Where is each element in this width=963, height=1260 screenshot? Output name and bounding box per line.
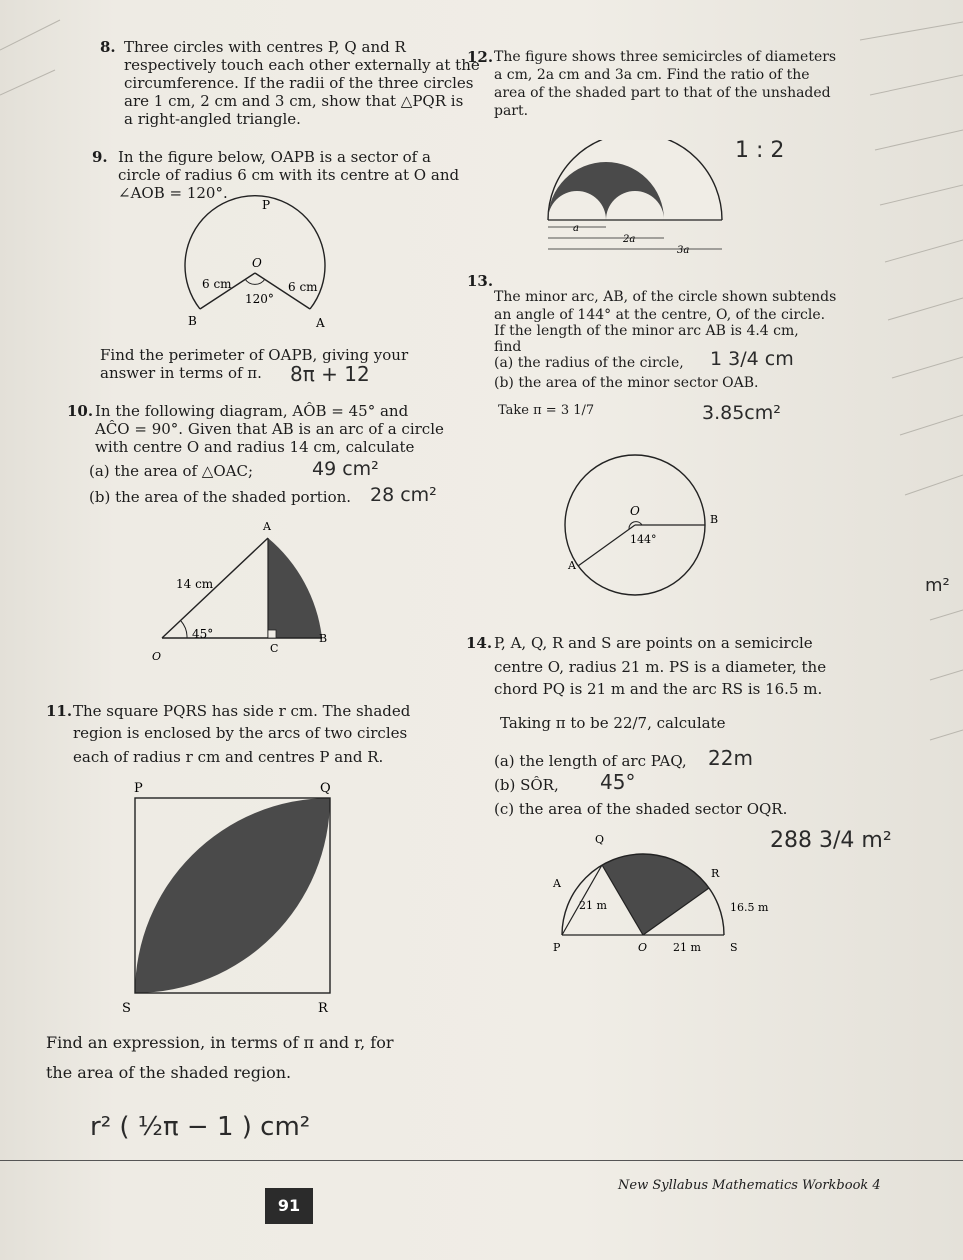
q14-part-a: (a) the length of arc PAQ, [494, 752, 687, 770]
q11-line: region is enclosed by the arcs of two circles [73, 724, 408, 742]
q13-circle-figure [560, 445, 740, 625]
q10-sector-figure [150, 518, 340, 668]
q11-question-line: the area of the shaded region. [46, 1063, 292, 1082]
q14-number: 14. [466, 634, 493, 652]
q13-part-a: (a) the radius of the circle, [494, 355, 684, 371]
q14-label-s: S [730, 941, 738, 954]
q9-line: ∠AOB = 120°. [118, 184, 228, 202]
q12-semicircles-figure [535, 140, 735, 260]
q10-part-a: (a) the area of △OAC; [89, 462, 253, 480]
q9-label-r-right: 6 cm [288, 280, 318, 294]
q12-number: 12. [467, 48, 494, 66]
q11-question-line: Find an expression, in terms of π and r, for [46, 1033, 394, 1052]
q14-label-q: Q [595, 833, 605, 846]
q8-number: 8. [100, 38, 116, 56]
q11-line: each of radius r cm and centres P and R. [73, 748, 384, 766]
q14-line: centre O, radius 21 m. PS is a diameter, the [494, 658, 827, 676]
q8-line: are 1 cm, 2 cm and 3 cm, show that △PQR is [124, 92, 464, 110]
q12-handwritten-answer: 1 : 2 [735, 138, 785, 163]
q11-label-r: R [318, 1001, 328, 1016]
q12-line: area of the shaded part to that of the unshaded [494, 85, 831, 101]
q11-label-p: P [134, 781, 143, 796]
q8-line: a right-angled triangle. [124, 110, 301, 128]
q9-handwritten-answer: 8π + 12 [290, 362, 370, 386]
q9-label-a: A [316, 316, 325, 330]
q9-line: In the figure below, OAPB is a sector of a [118, 148, 431, 166]
q9-number: 9. [92, 148, 108, 166]
q13-line: an angle of 144° at the centre, O, of the circle. [494, 307, 826, 323]
q14-taking-pi: Taking π to be 22/7, calculate [500, 714, 726, 732]
q14-label-pq-length: 21 m [579, 899, 607, 912]
q14-part-c: (c) the area of the shaded sector OQR. [494, 800, 788, 818]
book-title: New Syllabus Mathematics Workbook 4 [618, 1178, 881, 1193]
q9-label-o: O [252, 256, 262, 270]
q11-label-s: S [122, 1001, 131, 1016]
q13-line: If the length of the minor arc AB is 4.4 cm, [494, 323, 799, 339]
q10-label-angle: 45° [192, 627, 214, 641]
q12-label-3a: 3a [677, 245, 690, 256]
q12-label-a: a [573, 223, 579, 234]
q14-label-a: A [553, 877, 561, 890]
q12-line: The figure shows three semicircles of diameters [494, 49, 837, 65]
q9-question-line: answer in terms of π. [100, 364, 262, 382]
q10-line: In the following diagram, AÔB = 45° and [95, 402, 409, 420]
q13-label-o: O [630, 504, 640, 518]
q14-part-b: (b) SÔR, [494, 776, 559, 794]
q10-line: AĈO = 90°. Given that AB is an arc of a circle [95, 420, 444, 438]
q9-label-r-left: 6 cm [202, 277, 232, 291]
q8-line: respectively touch each other externally at the [124, 56, 480, 74]
q14-label-p: P [553, 941, 561, 954]
footer-rule [0, 1160, 963, 1161]
q10-label-a: A [263, 520, 271, 533]
q14-line: P, A, Q, R and S are points on a semicircle [494, 634, 813, 652]
q14-line: chord PQ is 21 m and the arc RS is 16.5 m. [494, 680, 823, 698]
margin-handwritten-note: m² [925, 575, 950, 596]
q11-line: The square PQRS has side r cm. The shaded [73, 702, 411, 720]
q10-line: with centre O and radius 14 cm, calculate [95, 438, 415, 456]
q8-line: circumference. If the radii of the three circles [124, 74, 474, 92]
q13-line: The minor arc, AB, of the circle shown subtends [494, 289, 837, 305]
q14-label-arc-rs: 16.5 m [730, 901, 769, 914]
q14-handwritten-answer-b: 45° [600, 770, 636, 794]
q12-label-2a: 2a [623, 234, 636, 245]
q9-sector-figure [160, 195, 360, 335]
q13-label-a: A [568, 559, 576, 572]
q14-handwritten-answer-a: 22m [708, 746, 753, 770]
q10-handwritten-answer-b: 28 cm² [370, 484, 437, 506]
q11-square-figure [120, 780, 360, 1020]
q14-handwritten-answer-c: 288 3/4 m² [770, 828, 892, 853]
q9-label-p: P [262, 198, 271, 212]
page-number: 91 [265, 1188, 313, 1224]
q9-line: circle of radius 6 cm with its centre at O and [118, 166, 460, 184]
q11-number: 11. [46, 702, 73, 720]
q13-handwritten-answer-b: 3.85cm² [702, 402, 781, 424]
q10-label-o: O [152, 650, 162, 663]
q9-question-line: Find the perimeter of OAPB, giving your [100, 346, 409, 364]
q10-label-c: C [270, 642, 279, 655]
q13-label-b: B [710, 513, 719, 526]
q10-number: 10. [67, 402, 94, 420]
q12-line: part. [494, 103, 529, 119]
q9-label-angle: 120° [245, 292, 274, 306]
q14-semicircle-figure [545, 825, 780, 955]
q13-number: 13. [467, 272, 494, 290]
q13-handwritten-answer-a: 1 3/4 cm [710, 348, 794, 370]
q13-label-angle: 144° [630, 533, 657, 546]
q10-label-radius: 14 cm [176, 577, 214, 591]
q10-label-b: B [319, 632, 328, 645]
q14-label-os-length: 21 m [673, 941, 701, 954]
q13-take-pi: Take π = 3 1/7 [498, 403, 595, 418]
q9-label-b: B [188, 314, 197, 328]
q14-label-o: O [638, 941, 648, 954]
q8-line: Three circles with centres P, Q and R [124, 38, 406, 56]
q13-part-b: (b) the area of the minor sector OAB. [494, 375, 759, 391]
q10-handwritten-answer-a: 49 cm² [312, 458, 379, 480]
q11-label-q: Q [320, 781, 331, 796]
q11-handwritten-answer: r² ( ½π − 1 ) cm² [90, 1112, 311, 1142]
q10-part-b: (b) the area of the shaded portion. [89, 488, 352, 506]
q14-label-r: R [711, 867, 720, 880]
q13-line: find [494, 339, 522, 355]
q12-line: a cm, 2a cm and 3a cm. Find the ratio of the [494, 67, 810, 83]
